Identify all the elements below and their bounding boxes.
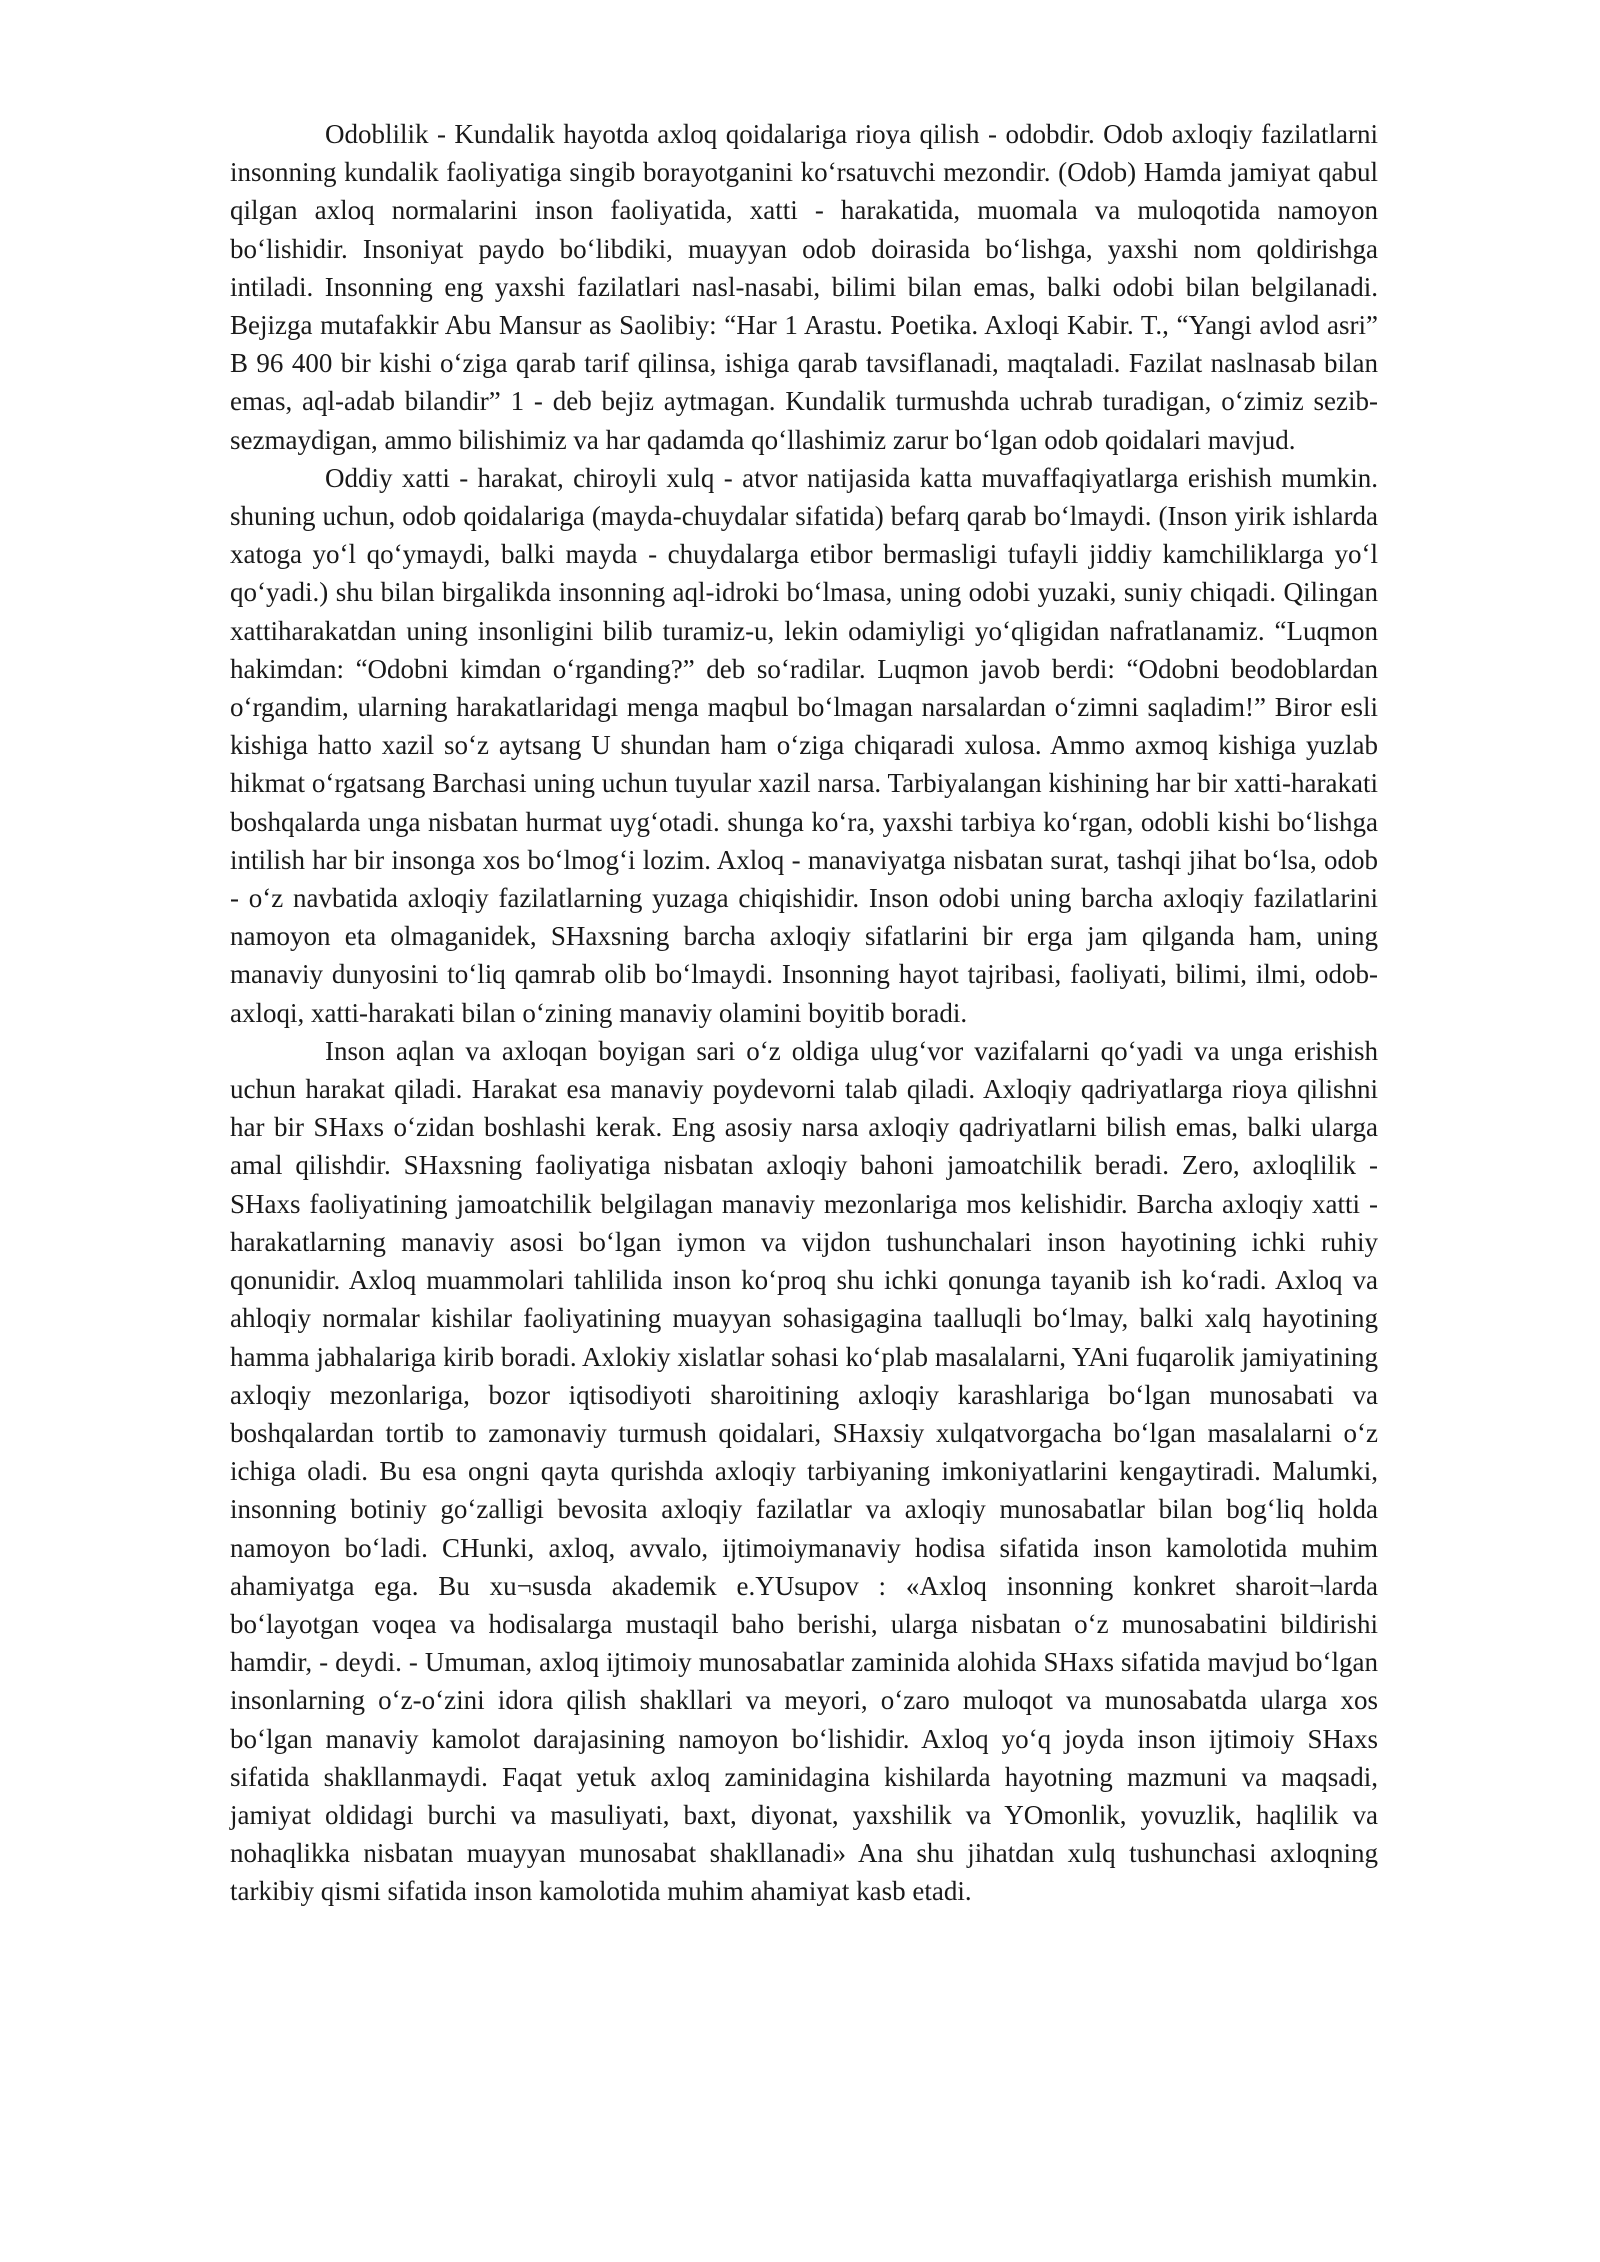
paragraph-oddiy-xatti-harakat: Oddiy xatti - harakat, chiroyli xulq - atvor natijasida katta muvaffaqiyatlarga erishish mumkin. shuning uchun, odob qoidalariga (mayda-chuydalar sifatida) befarq qarab bo‘lmaydi. (Inson yirik ishlarda xatoga yo‘l qo‘ymaydi, balki mayda - chuydalarga etibor bermasligi tufayli jiddiy kamchiliklarga yo‘l qo‘yadi.) shu bilan birgalikda insonning aql-idroki bo‘lmasa, uning odobi yuzaki, suniy chiqadi. Qilingan xattiharakatdan uning insonligini bilib turamiz-u, lekin odamiyligi yo‘qligidan nafratlanamiz. “Luqmon hakimdan: “Odobni kimdan o‘rganding?” deb so‘radilar. Luqmon javob berdi: “Odobni beodoblardan o‘rgandim, ularning harakatlaridagi menga maqbul bo‘lmagan narsalardan o‘zimni saqladim!” Biror esli kishiga hatto xazil so‘z aytsang U shundan ham o‘ziga chiqaradi xulosa. Ammo axmoq kishiga yuzlab hikmat o‘rgatsang Barchasi uning uchun tuyular xazil narsa. Tarbiyalangan kishining har bir xatti-harakati boshqalarda unga nisbatan hurmat uyg‘otadi. shunga ko‘ra, yaxshi tarbiya ko‘rgan, odobli kishi bo‘lishga intilish har bir insonga xos bo‘lmog‘i lozim. Axloq - manaviyatga nisbatan surat, tashqi jihat bo‘lsa, odob - o‘z navbatida axloqiy fazilatlarning yuzaga chiqishidir. Inson odobi uning barcha axloqiy fazilatlarini namoyon eta olmaganidek, SHaxsning barcha axloqiy sifatlarini bir erga jam qilganda ham, uning manaviy dunyosini to‘liq qamrab olib bo‘lmaydi. Insonning hayot tajribasi, faoliyati, bilimi, ilmi, odob-axloqi, xatti-harakati bilan o‘zining manaviy olamini boyitib boradi. — [230, 462, 1378, 1028]
paragraph-inson-aqlan: Inson aqlan va axloqan boyigan sari o‘z oldiga ulug‘vor vazifalarni qo‘yadi va unga erishish uchun harakat qiladi. Harakat esa manaviy poydevorni talab qiladi. Axloqiy qadriyatlarga rioya qilishni har bir SHaxs o‘zidan boshlashi kerak. Eng asosiy narsa axloqiy qadriyatlarni bilish emas, balki ularga amal qilishdir. SHaxsning faoliyatiga nisbatan axloqiy bahoni jamoatchilik beradi. Zero, axloqlilik - SHaxs faoliyatining jamoatchilik belgilagan manaviy mezonlariga mos kelishidir. Barcha axloqiy xatti - harakatlarning manaviy asosi bo‘lgan iymon va vijdon tushunchalari inson hayotining ichki ruhiy qonunidir. Axloq muammolari tahlilida inson ko‘proq shu ichki qonunga tayanib ish ko‘radi. Axloq va ahloqiy normalar kishilar faoliyatining muayyan sohasigagina taalluqli bo‘lmay, balki xalq hayotining hamma jabhalariga kirib boradi. Axlokiy xislatlar sohasi ko‘plab masalalarni, YAni fuqarolik jamiyatining axloqiy mezonlariga, bozor iqtisodiyoti sharoitining axloqiy karashlariga bo‘lgan munosabati va boshqalardan tortib to zamonaviy turmush qoidalari, SHaxsiy xulqatvorgacha bo‘lgan masalalarni o‘z ichiga oladi. Bu esa ongni qayta qurishda axloqiy tarbiyaning imkoniyatlarini kengaytiradi. Malumki, insonning botiniy go‘zalligi bevosita axloqiy fazilatlar va axloqiy munosabatlar bilan bog‘liq holda namoyon bo‘ladi. CHunki, axloq, avvalo, ijtimoiymanaviy hodisa sifatida inson kamolotida muhim ahamiyatga ega. Bu xu¬susda akademik e.YUsupov : «Axloq insonning konkret sharoit¬larda bo‘layotgan voqea va hodisalarga mustaqil baho berishi, ularga nisbatan o‘z munosabatini bildirishi hamdir, - deydi. - Umuman, axloq ijtimoiy munosabatlar zaminida alohida SHaxs sifatida mavjud bo‘lgan insonlarning o‘z-o‘zini idora qilish shakllari va meyori, o‘zaro muloqot va munosabatda ularga xos bo‘lgan manaviy kamolot darajasining namoyon bo‘lishidir. Axloq yo‘q joyda inson ijtimoiy SHaxs sifatida shakllanmaydi. Faqat yetuk axloq zaminidagina kishilarda hayotning mazmuni va maqsadi, jamiyat oldidagi burchi va masuliyati, baxt, diyonat, yaxshilik va YOmonlik, yovuzlik, haqlilik va nohaqlikka nisbatan muayyan munosabat shakllanadi» Ana shu jihatdan xulq tushunchasi axloqning tarkibiy qismi sifatida inson kamolotida muhim ahamiyat kasb etadi. — [230, 1035, 1378, 1907]
paragraph-odoblilik: Odoblilik - Kundalik hayotda axloq qoidalariga rioya qilish - odobdir. Odob axloqiy fazilatlarni insonning kundalik faoliyatiga singib borayotganini ko‘rsatuvchi mezondir. (Odob) Hamda jamiyat qabul qilgan axloq normalarini inson faoliyatida, xatti - harakatida, muomala va muloqotida namoyon bo‘lishidir. Insoniyat paydo bo‘libdiki, muayyan odob doirasida bo‘lishga, yaxshi nom qoldirishga intiladi. Insonning eng yaxshi fazilatlari nasl-nasabi, bilimi bilan emas, balki odobi bilan belgilanadi. Bejizga mutafakkir Abu Mansur as Saolibiy: “Har 1 Arastu. Poetika. Axloqi Kabir. T., “Yangi avlod asri” B 96 400 bir kishi o‘ziga qarab tarif qilinsa, ishiga qarab tavsiflanadi, maqtaladi. Fazilat naslnasab bilan emas, aql-adab bilandir” 1 - deb bejiz aytmagan. Kundalik turmushda uchrab turadigan, o‘zimiz sezib-sezmaydigan, ammo bilishimiz va har qadamda qo‘llashimiz zarur bo‘lgan odob qoidalari mavjud. — [230, 119, 1378, 455]
document-page — [230, 115, 1378, 1911]
